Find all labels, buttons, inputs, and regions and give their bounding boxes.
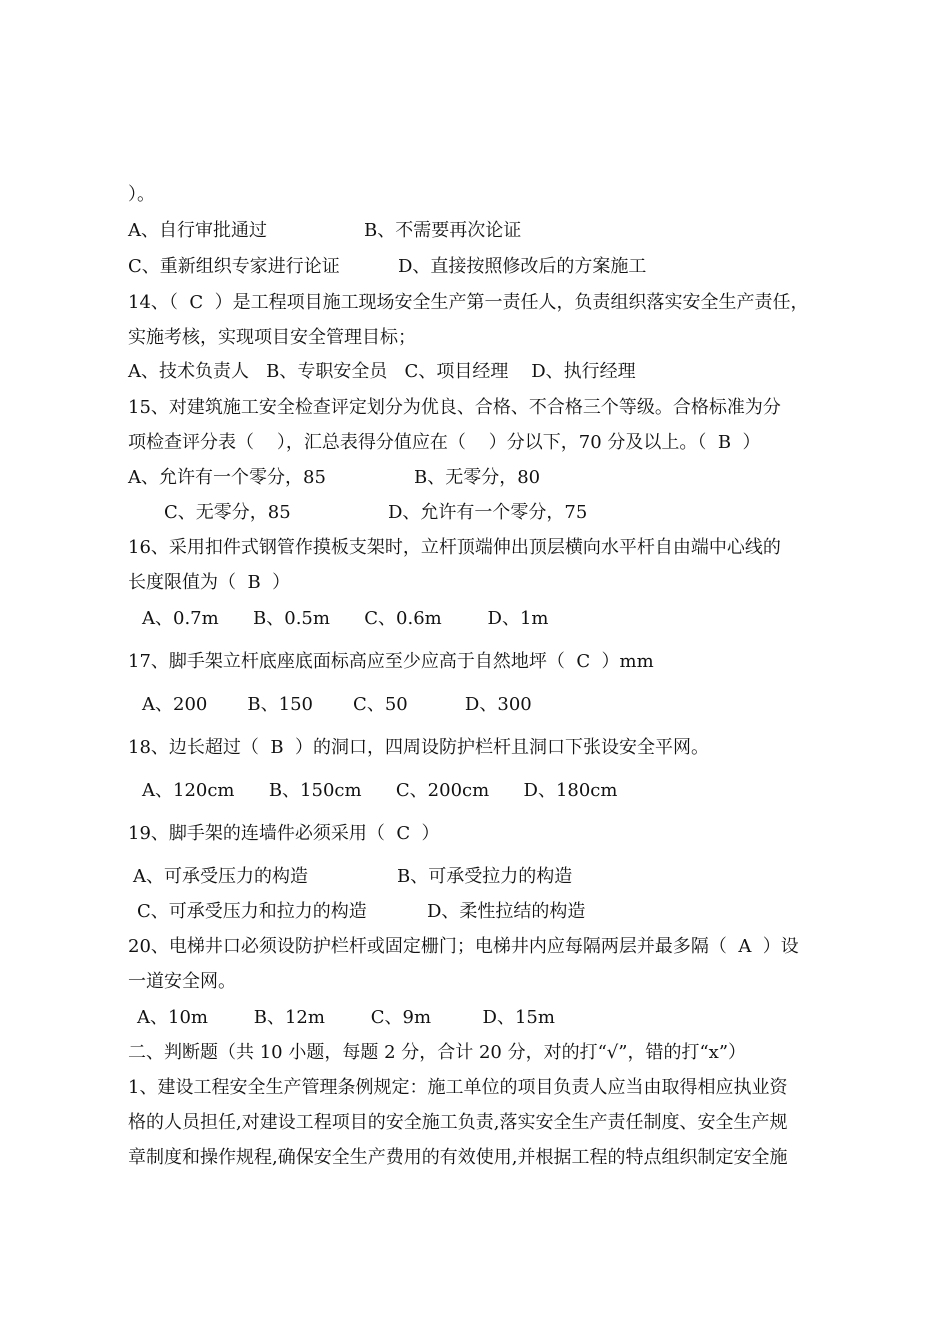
question-18-options: A、120cm B、150cm C、200cm D、180cm	[142, 780, 618, 801]
question-15-text-cont: 项检查评分表（ ），汇总表得分值应在（ ）分以下，70 分及以上。（ B ）	[128, 432, 761, 453]
judgement-1-text-cont: 格的人员担任,对建设工程项目的安全施工负责,落实安全生产责任制度、安全生产规	[128, 1112, 788, 1133]
question-19-option-c: C、可承受压力和拉力的构造	[137, 901, 367, 922]
question-19-option-a: A、可承受压力的构造	[133, 866, 308, 887]
question-16-text-cont: 长度限值为（ B ）	[128, 572, 291, 593]
question-19-option-b: B、可承受拉力的构造	[397, 866, 573, 887]
question-19-option-d: D、柔性拉结的构造	[427, 901, 586, 922]
question-17-options: A、200 B、150 C、50 D、300	[142, 694, 532, 715]
question-14-options: A、技术负责人 B、专职安全员 C、项目经理 D、执行经理	[128, 361, 636, 382]
question-14-text-cont: 实施考核，实现项目安全管理目标；	[128, 327, 416, 348]
question-15-option-a: A、允许有一个零分，85	[128, 467, 326, 488]
judgement-1-text-cont-2: 章制度和操作规程,确保安全生产费用的有效使用,并根据工程的特点组织制定安全施	[128, 1147, 788, 1168]
question-17-text: 17、脚手架立杆底座底面标高应至少应高于自然地坪（ C ）mm	[128, 651, 654, 672]
question-13-option-b: B、不需要再次论证	[364, 220, 522, 241]
question-15-option-d: D、允许有一个零分，75	[388, 502, 588, 523]
question-13-option-a: A、自行审批通过	[128, 220, 267, 241]
question-15-option-c: C、无零分，85	[164, 502, 291, 523]
section-2-heading: 二、判断题（共 10 小题，每题 2 分，合计 20 分，对的打“√”，错的打“x”）	[128, 1042, 747, 1063]
question-15-option-b: B、无零分，80	[414, 467, 541, 488]
question-18-text: 18、边长超过（ B ）的洞口，四周设防护栏杆且洞口下张设安全平网。	[128, 737, 710, 758]
question-13-option-c: C、重新组织专家进行论证	[128, 256, 340, 277]
question-20-options: A、10m B、12m C、9m D、15m	[137, 1007, 555, 1028]
question-20-text: 20、电梯井口必须设防护栏杆或固定栅门；电梯井内应每隔两层并最多隔（ A ）设	[128, 936, 799, 957]
question-13-continuation: ）。	[128, 184, 155, 205]
question-16-options: A、0.7m B、0.5m C、0.6m D、1m	[142, 608, 549, 629]
question-16-text: 16、采用扣件式钢管作摸板支架时，立杆顶端伸出顶层横向水平杆自由端中心线的	[128, 537, 781, 558]
question-13-option-d: D、直接按照修改后的方案施工	[398, 256, 647, 277]
question-20-text-cont: 一道安全网。	[128, 971, 236, 992]
question-19-text: 19、脚手架的连墙件必须采用（ C ）	[128, 823, 440, 844]
judgement-1-text: 1、建设工程安全生产管理条例规定：施工单位的项目负责人应当由取得相应执业资	[128, 1077, 788, 1098]
question-14-text: 14、（ C ）是工程项目施工现场安全生产第一责任人，负责组织落实安全生产责任，	[128, 292, 809, 313]
question-15-text: 15、对建筑施工安全检查评定划分为优良、合格、不合格三个等级。合格标准为分	[128, 397, 781, 418]
